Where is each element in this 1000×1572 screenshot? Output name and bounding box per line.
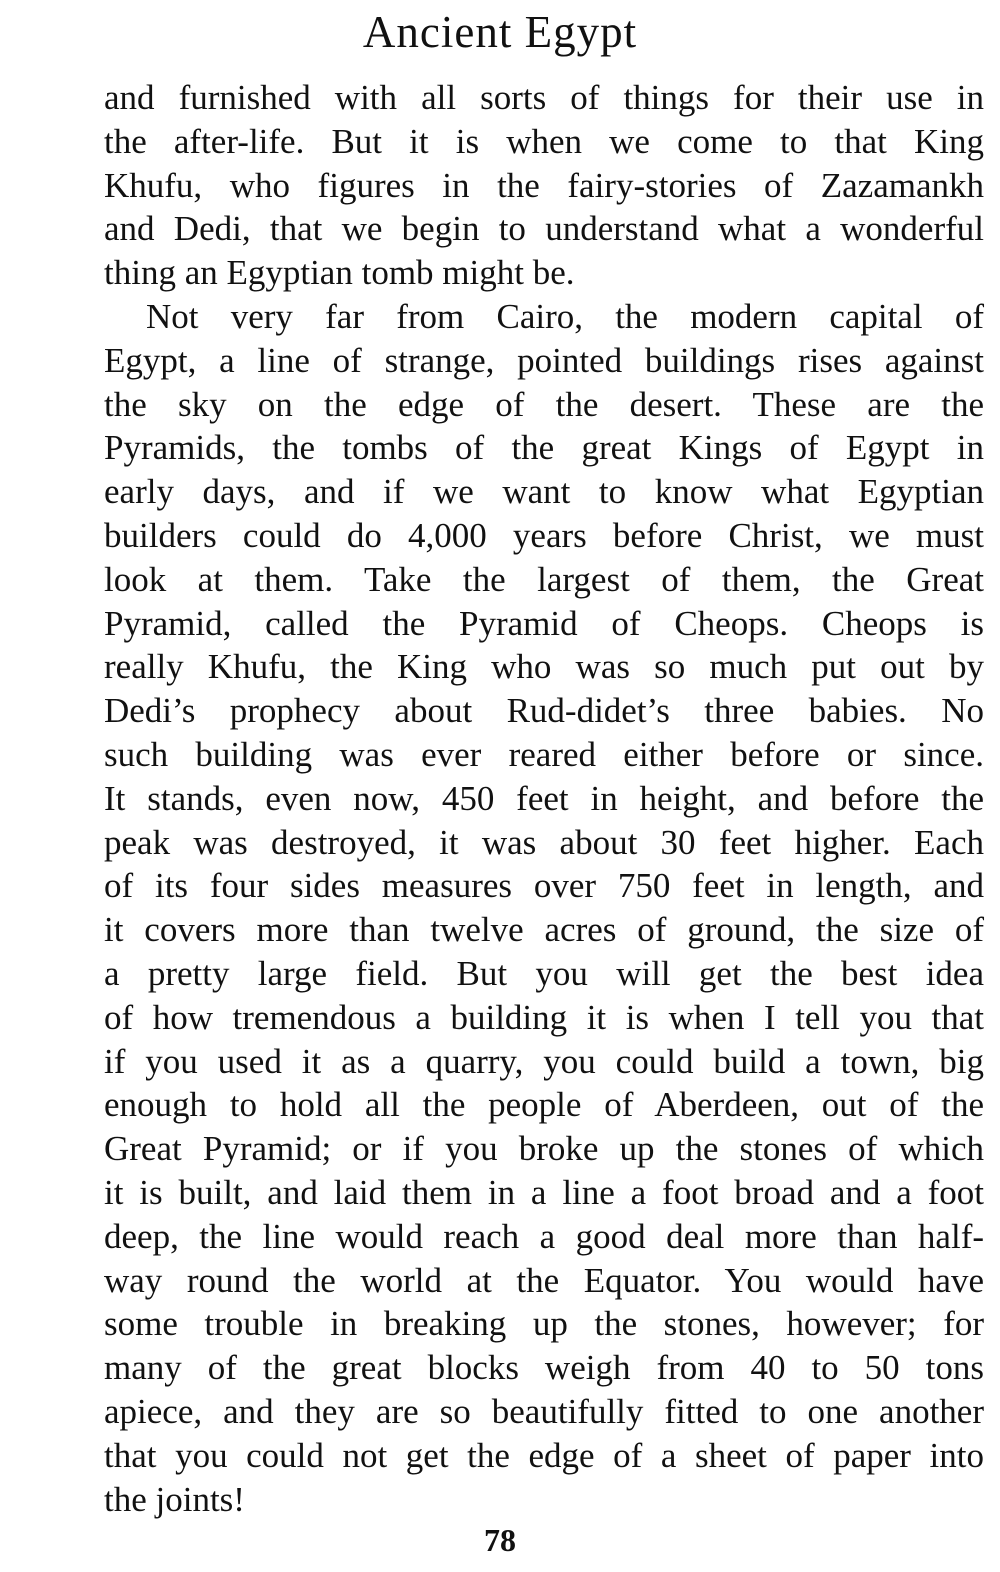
text-line: look at them. Take the largest of them, the Great — [104, 559, 984, 599]
text-line: such building was ever reared either before or since. — [104, 734, 984, 774]
text-line: Great Pyramid; or if you broke up the stones of which — [104, 1129, 984, 1169]
text-line: apiece, and they are so beautifully fitted to one another — [104, 1391, 984, 1431]
text-line: early days, and if we want to know what Egyptian — [104, 472, 984, 512]
text-line: peak was destroyed, it was about 30 feet higher. Each — [104, 822, 984, 862]
text-line: the after-life. But it is when we come to that King — [104, 121, 984, 161]
text-line: Khufu, who figures in the fairy-stories of Zazamankh — [104, 165, 984, 205]
text-line: builders could do 4,000 years before Christ, we must — [104, 515, 984, 555]
paragraph-end-line: the joints! — [104, 1479, 245, 1519]
running-head: Ancient Egypt — [362, 7, 638, 57]
text-line: Pyramids, the tombs of the great Kings of Egypt in — [104, 428, 984, 468]
text-line: It stands, even now, 450 feet in height, and before the — [104, 778, 984, 818]
text-line: Pyramid, called the Pyramid of Cheops. Cheops is — [104, 603, 984, 643]
text-line: really Khufu, the King who was so much put out by — [104, 647, 984, 687]
text-line: if you used it as a quarry, you could build a town, big — [104, 1041, 984, 1081]
text-line: Dedi’s prophecy about Rud-didet’s three babies. No — [104, 691, 984, 731]
text-line: Egypt, a line of strange, pointed buildings rises against — [104, 340, 984, 380]
text-line: many of the great blocks weigh from 40 to 50 tons — [104, 1348, 984, 1388]
text-line: a pretty large field. But you will get the best idea — [104, 953, 984, 993]
text-line: way round the world at the Equator. You would have — [104, 1260, 984, 1300]
body-text — [104, 76, 984, 1521]
text-line: some trouble in breaking up the stones, however; for — [104, 1304, 984, 1344]
paragraph-end-line: thing an Egyptian tomb might be. — [104, 253, 575, 293]
text-line: it covers more than twelve acres of ground, the size of — [104, 910, 984, 950]
text-line: of its four sides measures over 750 feet in length, and — [104, 866, 984, 906]
page-number: 78 — [484, 1522, 516, 1558]
text-line: and furnished with all sorts of things for their use in — [104, 78, 984, 117]
text-line: that you could not get the edge of a sheet of paper into — [104, 1435, 984, 1475]
text-line: the sky on the edge of the desert. These are the — [104, 384, 984, 424]
text-line: deep, the line would reach a good deal more than half- — [104, 1216, 984, 1256]
text-line: enough to hold all the people of Aberdeen, out of the — [104, 1085, 984, 1125]
paragraph-first-line: Not very far from Cairo, the modern capital of — [146, 296, 984, 336]
text-line: of how tremendous a building it is when I tell you that — [104, 997, 984, 1037]
text-line: and Dedi, that we begin to understand what a wonderful — [104, 209, 984, 249]
text-line: it is built, and laid them in a line a foot broad and a foot — [104, 1172, 984, 1212]
